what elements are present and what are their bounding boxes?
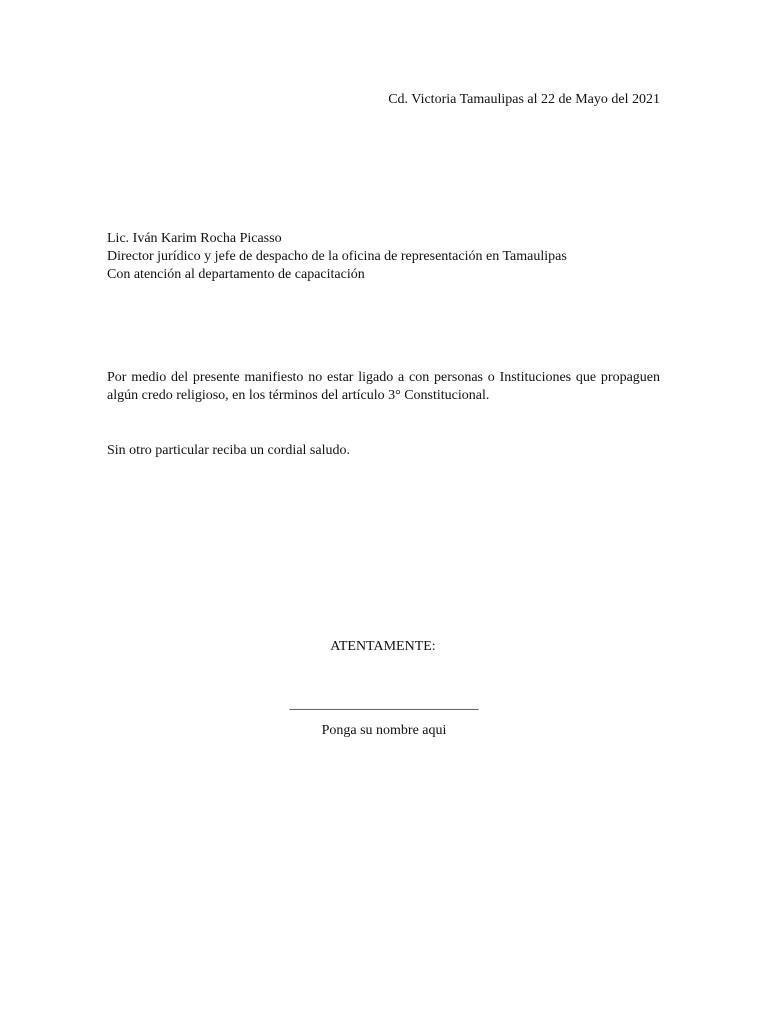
recipient-attention: Con atención al departamento de capacitación <box>107 267 365 282</box>
recipient-name: Lic. Iván Karim Rocha Picasso <box>107 231 282 246</box>
recipient-block <box>107 230 667 284</box>
body-paragraph: Por medio del presente manifiesto no estar ligado a con personas o Instituciones que propaguen algún credo religioso, en los términos del artículo 3° Constitucional. <box>107 370 660 403</box>
closing-line: Sin otro particular reciba un cordial saludo. <box>107 443 350 458</box>
signature-name: Ponga su nombre aqui <box>321 723 447 738</box>
signoff: ATENTAMENTE: <box>330 639 436 654</box>
recipient-position: Director jurídico y jefe de despacho de la oficina de representación en Tamaulipas <box>107 249 567 264</box>
place-date: Cd. Victoria Tamaulipas al 22 de Mayo del 2021 <box>388 92 660 107</box>
signature-line: ___________________________ <box>289 697 479 712</box>
